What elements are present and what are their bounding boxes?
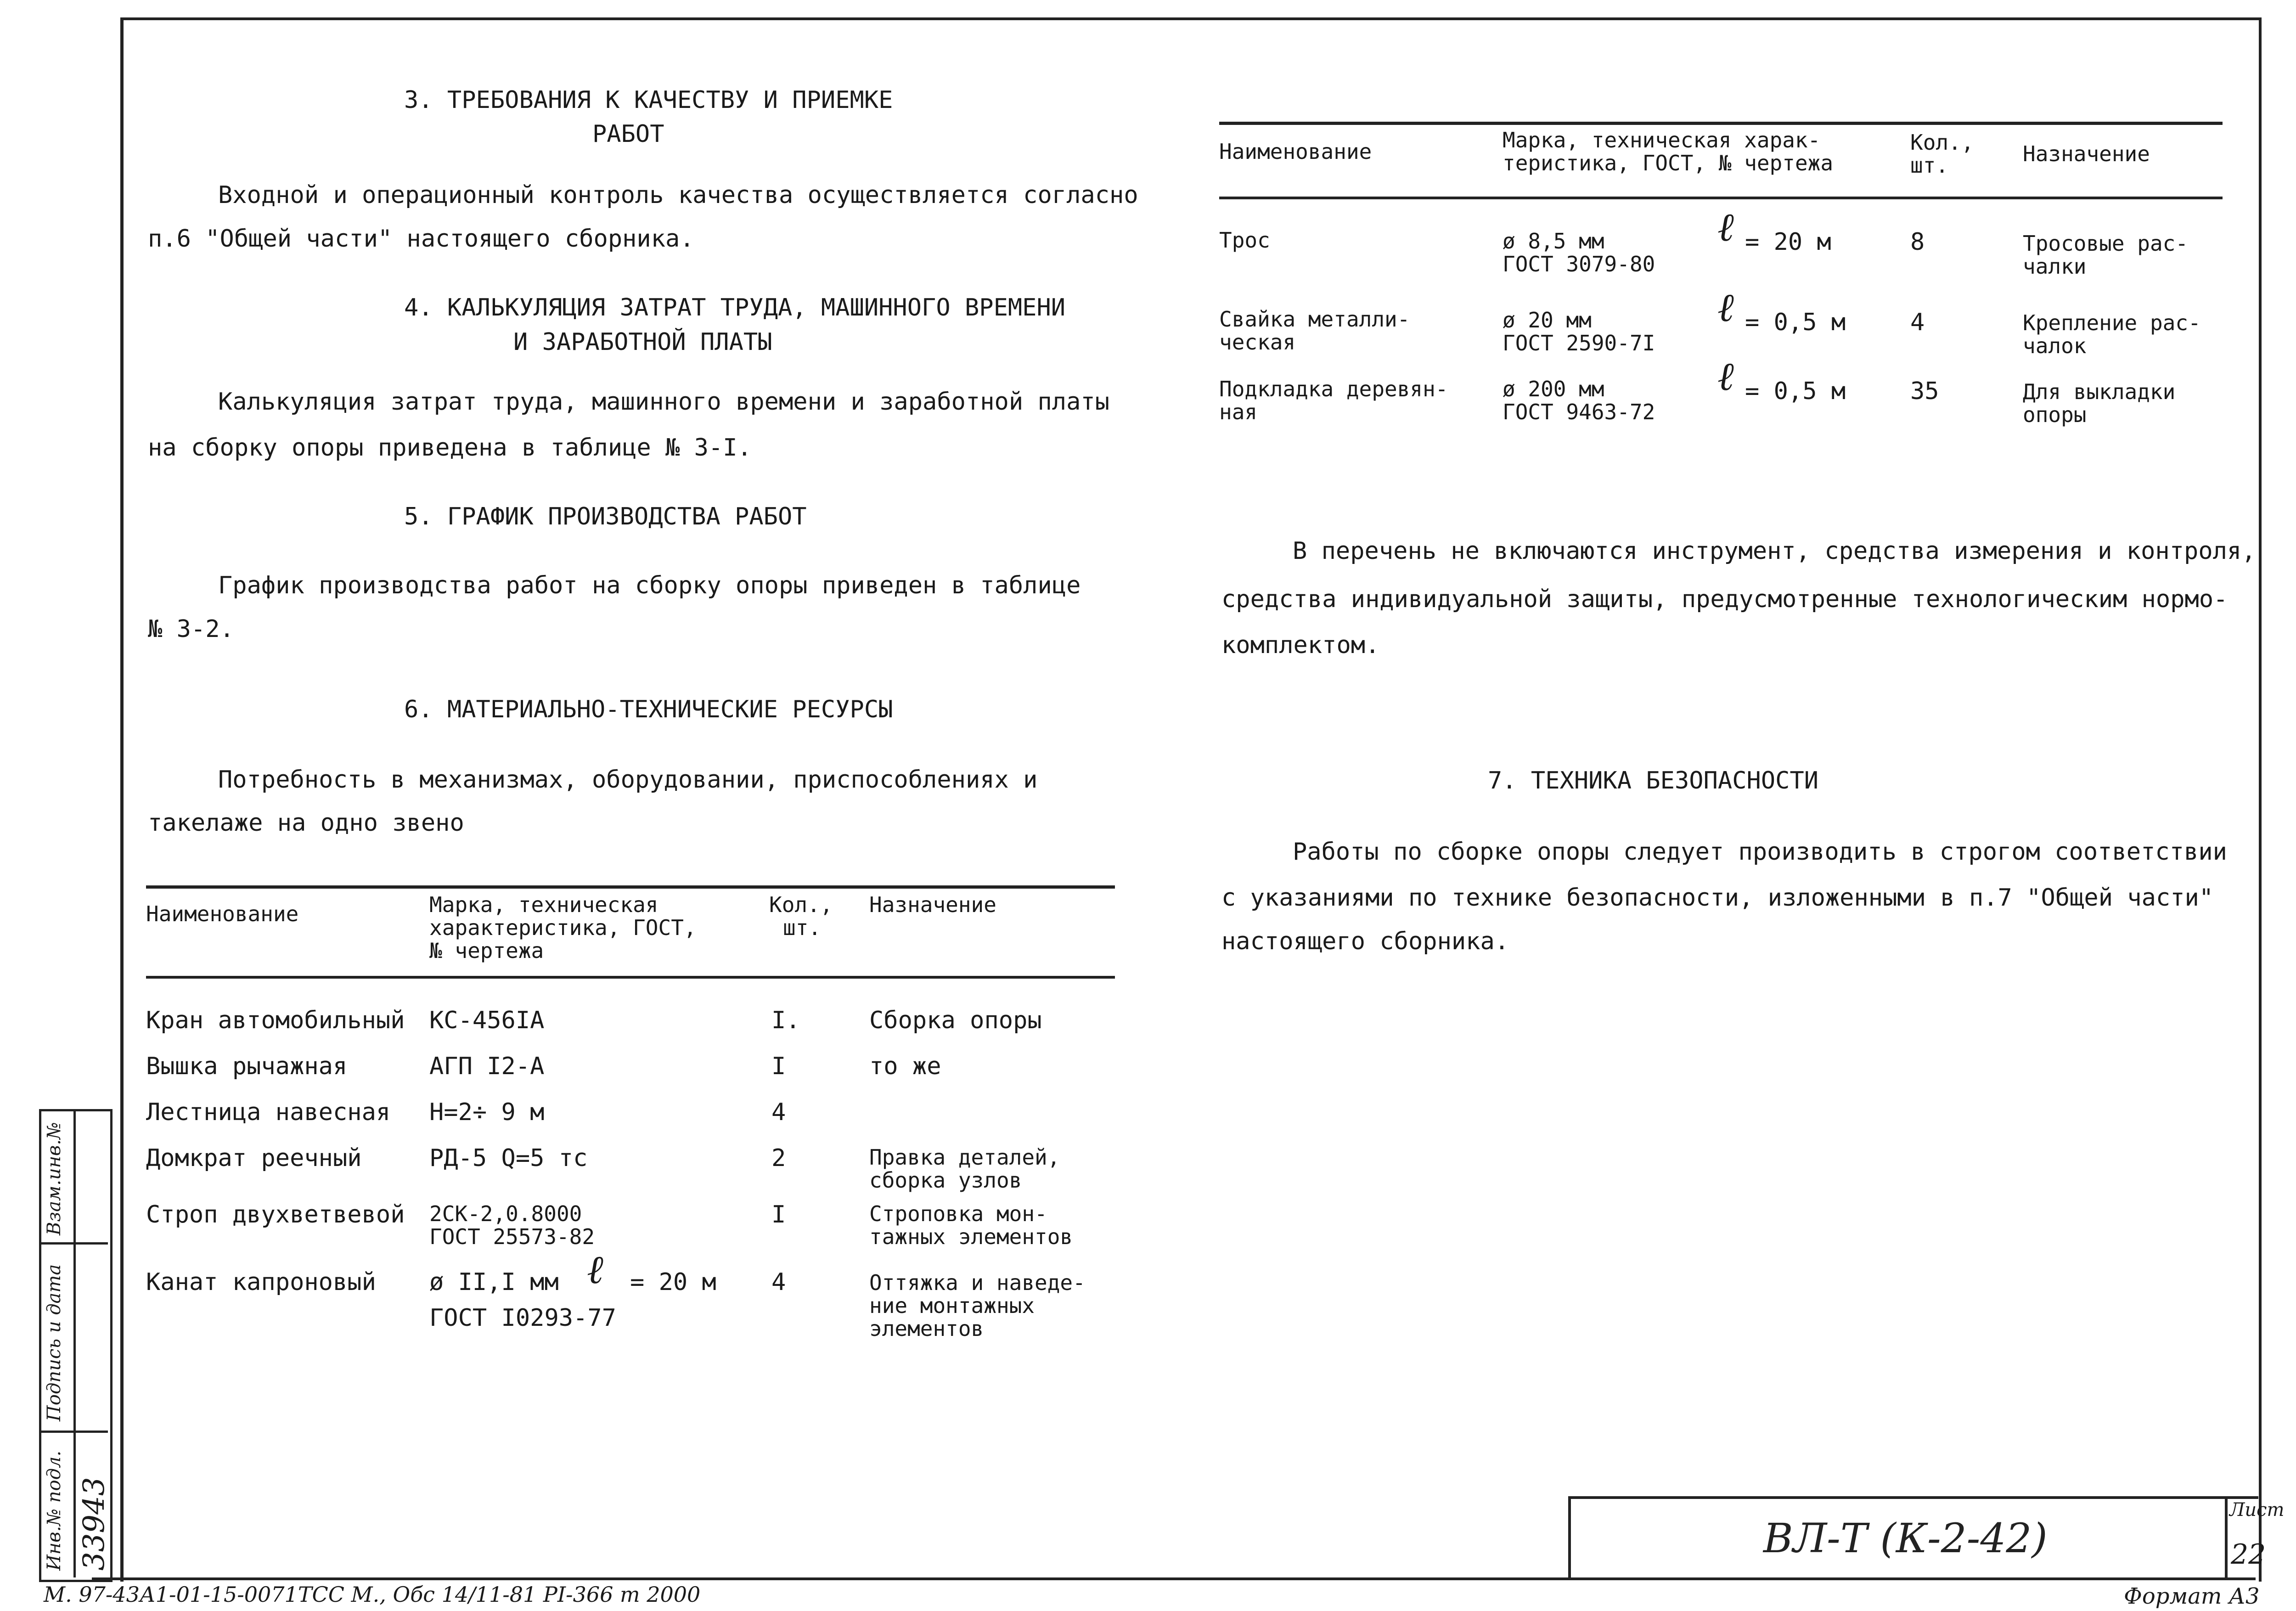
- table-row-qty: 4: [1910, 309, 1925, 336]
- table-row-name: Подкладка деревян-: [1219, 377, 1448, 401]
- length-symbol: ℓ: [1717, 285, 1734, 331]
- table-row-purpose: Строповка мон-: [869, 1201, 1047, 1226]
- right-table-header-qty-2: шт.: [1910, 153, 1949, 178]
- side-stamp-replace-label: Взам.инв.№: [44, 1122, 65, 1235]
- table-row-qty: I: [771, 1201, 786, 1228]
- table-row-name: Кран автомобильный: [146, 1007, 405, 1034]
- table-row-mark: ø 200 мм: [1503, 377, 1604, 401]
- section-3-title-line2: РАБОТ: [592, 120, 664, 148]
- table-row-mark: ГОСТ 9463-72: [1503, 400, 1655, 424]
- table-row-mark: ø 20 мм: [1503, 308, 1592, 332]
- left-table-header-name: Наименование: [146, 901, 299, 926]
- table-row-mark: АГП I2-А: [429, 1053, 545, 1080]
- table-row-purpose: элементов: [869, 1316, 984, 1341]
- footer-handwritten-note: М. 97-43А1-01-15-0071ТСС М., Обс 14/11-81 РI-366 т 2000: [44, 1582, 701, 1607]
- section-7-text-line1: Работы по сборке опоры следует производить в строгом соответствии: [1293, 838, 2227, 866]
- side-stamp-sign-label: Подпись и дата: [44, 1264, 65, 1421]
- table-row-mark: ГОСТ I0293-77: [429, 1304, 616, 1332]
- table-row-length: = 0,5 м: [1745, 377, 1846, 405]
- sheet-label: Лист: [2229, 1499, 2285, 1521]
- table-row-purpose: сборка узлов: [869, 1168, 1022, 1193]
- table-row-mark: КС-456IА: [429, 1007, 545, 1034]
- right-table-header-purpose: Назначение: [2023, 141, 2150, 166]
- table-row-mark: ГОСТ 2590-7I: [1503, 331, 1655, 355]
- section-3-text-line2: п.6 "Общей части" настоящего сборника.: [148, 225, 694, 253]
- table-row-purpose: Для выкладки: [2023, 379, 2176, 404]
- right-table-header-rule: [1219, 197, 2223, 199]
- table-row-name: Канат капроновый: [146, 1268, 376, 1296]
- table-row-purpose: Оттяжка и наведе-: [869, 1270, 1086, 1295]
- length-symbol: ℓ: [1717, 354, 1734, 400]
- table-row-purpose: ние монтажных: [869, 1293, 1035, 1318]
- section-5-text-line1: График производства работ на сборку опоры приведен в таблице: [218, 572, 1081, 599]
- left-table-header-rule: [146, 976, 1115, 979]
- table-row-qty: I.: [771, 1007, 800, 1034]
- table-row-name: Домкрат реечный: [146, 1144, 362, 1172]
- sheet-number: 22: [2231, 1538, 2266, 1571]
- table-row-name: Трос: [1219, 228, 1270, 253]
- table-row-mark: 2СК-2,0.8000: [429, 1201, 582, 1226]
- right-table-header-mark-1: Марка, техническая харак-: [1503, 128, 1821, 152]
- section-7-title: 7. ТЕХНИКА БЕЗОПАСНОСТИ: [1488, 767, 1819, 794]
- side-stamp-inv-number: 33943: [77, 1477, 111, 1571]
- section-7-text-line3: настоящего сборника.: [1221, 928, 1509, 955]
- table-row-purpose: Крепление рас-: [2023, 310, 2201, 335]
- table-row-purpose: чалок: [2023, 333, 2087, 358]
- table-row-qty: 4: [771, 1098, 786, 1126]
- section-3-title-line1: 3. ТРЕБОВАНИЯ К КАЧЕСТВУ И ПРИЕМКЕ: [404, 86, 893, 114]
- table-row-length: = 20 м: [630, 1268, 716, 1296]
- table-row-mark: ø II,I мм: [429, 1268, 559, 1296]
- table-row-purpose: опоры: [2023, 402, 2087, 427]
- side-stamp-divider: [39, 1242, 108, 1245]
- table-row-mark: Н=2÷ 9 м: [429, 1098, 545, 1126]
- length-symbol: ℓ: [587, 1247, 603, 1293]
- table-row-qty: I: [771, 1053, 786, 1080]
- side-stamp-divider-vertical: [73, 1109, 76, 1577]
- drawing-code: ВЛ-Т (К-2-42): [1763, 1515, 2048, 1562]
- left-table-header-purpose: Назначение: [869, 892, 996, 917]
- section-7-text-line2: с указаниями по технике безопасности, изложенными в п.7 "Общей части": [1221, 884, 2214, 912]
- left-table-header-qty-2: шт.: [783, 915, 822, 940]
- table-row-purpose: чалки: [2023, 254, 2087, 279]
- table-row-name: ческая: [1219, 330, 1296, 355]
- table-row-purpose: тажных элементов: [869, 1224, 1073, 1249]
- left-table-top-rule: [146, 885, 1115, 889]
- left-table-header-qty-1: Кол.,: [769, 892, 833, 917]
- section-6-text-line2: такелаже на одно звено: [148, 809, 464, 837]
- table-row-name: ная: [1219, 400, 1258, 424]
- table-row-purpose: Правка деталей,: [869, 1145, 1060, 1170]
- table-row-name: Лестница навесная: [146, 1098, 391, 1126]
- table-row-length: = 0,5 м: [1745, 309, 1846, 336]
- side-stamp-inv-label: Инв.№ подл.: [44, 1450, 65, 1571]
- note-line2: средства индивидуальной защиты, предусмотренные технологическим нормо-: [1221, 586, 2228, 613]
- length-symbol: ℓ: [1717, 204, 1734, 250]
- section-4-text-line1: Калькуляция затрат труда, машинного времени и заработной платы: [218, 388, 1110, 416]
- table-row-qty: 8: [1910, 228, 1925, 256]
- table-row-qty: 4: [771, 1268, 786, 1296]
- left-table-header-mark-1: Марка, техническая: [429, 892, 658, 917]
- side-stamp-divider: [39, 1431, 108, 1433]
- right-table-header-mark-2: теристика, ГОСТ, № чертежа: [1503, 151, 1834, 175]
- table-row-mark: ГОСТ 3079-80: [1503, 252, 1655, 276]
- left-table-header-mark-3: № чертежа: [429, 938, 544, 963]
- section-5-title: 5. ГРАФИК ПРОИЗВОДСТВА РАБОТ: [404, 503, 807, 530]
- note-line3: комплектом.: [1221, 631, 1380, 659]
- right-table-header-qty-1: Кол.,: [1910, 130, 1974, 155]
- right-table-top-rule: [1219, 122, 2223, 125]
- table-row-purpose: то же: [869, 1053, 941, 1080]
- section-4-title-line1: 4. КАЛЬКУЛЯЦИЯ ЗАТРАТ ТРУДА, МАШИННОГО ВРЕМЕНИ: [404, 294, 1066, 321]
- section-4-title-line2: И ЗАРАБОТНОЙ ПЛАТЫ: [513, 328, 772, 356]
- table-row-length: = 20 м: [1745, 228, 1831, 256]
- table-row-mark: ø 8,5 мм: [1503, 229, 1604, 253]
- section-6-text-line1: Потребность в механизмах, оборудовании, приспособлениях и: [218, 766, 1038, 794]
- table-row-qty: 2: [771, 1144, 786, 1172]
- table-row-mark: РД-5 Q=5 тс: [429, 1144, 588, 1172]
- section-5-text-line2: № 3-2.: [148, 615, 234, 643]
- section-4-text-line2: на сборку опоры приведена в таблице № 3-I.: [148, 434, 752, 462]
- right-table-header-name: Наименование: [1219, 139, 1372, 164]
- table-row-purpose: Тросовые рас-: [2023, 231, 2189, 256]
- format-label: Формат А3: [2124, 1583, 2260, 1609]
- table-row-purpose: Сборка опоры: [869, 1007, 1042, 1034]
- left-table-header-mark-2: характеристика, ГОСТ,: [429, 915, 697, 940]
- table-row-mark: ГОСТ 25573-82: [429, 1224, 595, 1249]
- note-line1: В перечень не включаются инструмент, средства измерения и контроля,: [1293, 537, 2256, 565]
- table-row-name: Вышка рычажная: [146, 1053, 348, 1080]
- section-6-title: 6. МАТЕРИАЛЬНО-ТЕХНИЧЕСКИЕ РЕСУРСЫ: [404, 696, 893, 723]
- table-row-qty: 35: [1910, 377, 1939, 405]
- table-row-name: Свайка металли-: [1219, 307, 1410, 332]
- table-row-name: Строп двухветвевой: [146, 1201, 405, 1228]
- section-3-text-line1: Входной и операционный контроль качества осуществляется согласно: [218, 181, 1138, 209]
